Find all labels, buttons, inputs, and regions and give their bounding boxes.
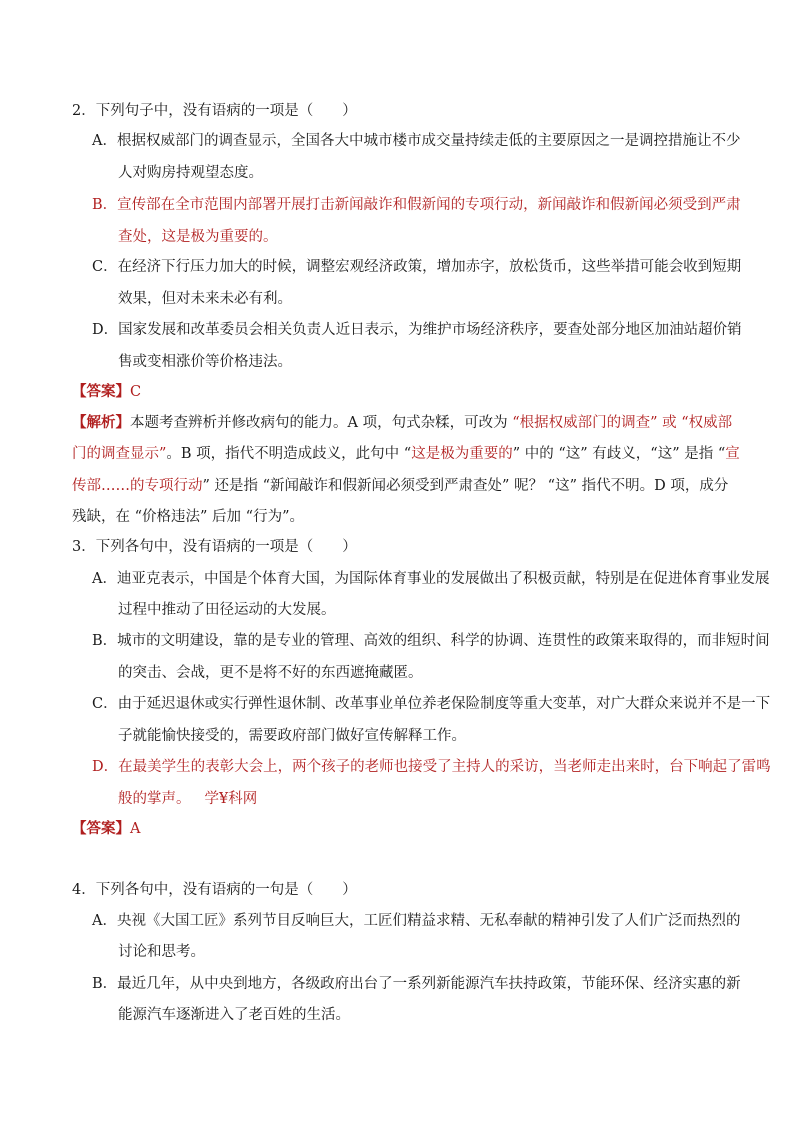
q2-analysis-line1: 【解析】本题考查辨析并修改病句的能力。A 项，句式杂糅，可改为 “根据权威部门的调查” 或 “权威部 (72, 414, 733, 431)
q3-option-a-line1: A．迪亚克表示，中国是个体育大国，为国际体育事业的发展做出了积极贡献，特别是在促进体育事业发展 (92, 571, 770, 587)
watermark: 学¥科网 (204, 791, 258, 807)
q4-option-b-line1: B．最近几年，从中央到地方，各级政府出台了一系列新能源汽车扶持政策，节能环保、经济实惠的新 (92, 976, 741, 992)
q2-option-d-line2: 售或变相涨价等价格违法。 (118, 354, 292, 370)
q4-option-b-line2: 能源汽车逐渐进入了老百姓的生活。 (118, 1007, 350, 1023)
q2-option-c-line2: 效果，但对未来未必有利。 (118, 291, 292, 307)
q2-analysis-line3: 传部……的专项行动” 还是指 “新闻敲诈和假新闻必须受到严肃查处” 呢？ “这” 指代不明。D 项，成分 (72, 478, 729, 494)
answer-value: A (130, 821, 141, 837)
answer-value: C (130, 384, 142, 400)
q2-option-d-line1: D．国家发展和改革委员会相关负责人近日表示，为维护市场经济秩序，要查处部分地区加油站超价销 (92, 322, 742, 338)
q3-option-c-line2: 子就能愉快接受的，需要政府部门做好宣传解释工作。 (118, 728, 466, 744)
q2-option-b-line1: B．宣传部在全市范围内部署开展打击新闻敲诈和假新闻的专项行动，新闻敲诈和假新闻必须受到严肃 (92, 197, 741, 213)
q3-option-c-line1: C．由于延迟退休或实行弹性退休制、改革事业单位养老保险制度等重大变革，对广大群众来说并不是一下 (92, 696, 771, 712)
q3-option-d-line1: D．在最美学生的表彰大会上，两个孩子的老师也接受了主持人的采访，当老师走出来时，台下响起了雷鸣 (92, 759, 771, 775)
q2-option-a-line1: A．根据权威部门的调查显示，全国各大中城市楼市成交量持续走低的主要原因之一是调控措施让不少 (92, 133, 741, 149)
q2-answer (72, 382, 141, 402)
answer-label: 【答案】 (72, 820, 130, 837)
q4-option-a-line1: A．央视《大国工匠》系列节目反响巨大，工匠们精益求精、无私奉献的精神引发了人们广泛而热烈的 (92, 913, 741, 929)
q2-analysis-line2: 门的调查显示”。B 项，指代不明造成歧义，此句中 “这是极为重要的” 中的 “这” 有歧义，“这” 是指 “宣 (72, 446, 740, 462)
analysis-label: 【解析】 (72, 414, 130, 431)
q2-option-a-line2: 人对购房持观望态度。 (118, 165, 263, 181)
q4-option-a-line2: 讨论和思考。 (118, 944, 205, 960)
q3-option-b-line2: 的突击、会战，更不是将不好的东西遮掩藏匿。 (118, 665, 423, 681)
q2-stem: 2．下列句子中，没有语病的一项是（ ） (72, 103, 357, 119)
q3-answer (72, 819, 140, 839)
q2-option-b-line2: 查处，这是极为重要的。 (118, 229, 278, 245)
answer-label: 【答案】 (72, 383, 130, 400)
q3-option-b-line1: B．城市的文明建设，靠的是专业的管理、高效的组织、科学的协调、连贯性的政策来取得的，而非短时间 (92, 633, 770, 649)
q4-stem: 4．下列各句中，没有语病的一句是（ ） (72, 882, 357, 898)
q3-option-d-line2: 般的掌声。 学¥科网 (118, 791, 258, 807)
q2-analysis-line4: 残缺，在 “价格违法” 后加 “行为”。 (72, 509, 304, 525)
q3-option-a-line2: 过程中推动了田径运动的大发展。 (118, 602, 336, 618)
q2-option-c-line1: C．在经济下行压力加大的时候，调整宏观经济政策，增加赤字，放松货币，这些举措可能会收到短期 (92, 259, 742, 275)
q3-stem: 3．下列各句中，没有语病的一项是（ ） (72, 539, 357, 555)
